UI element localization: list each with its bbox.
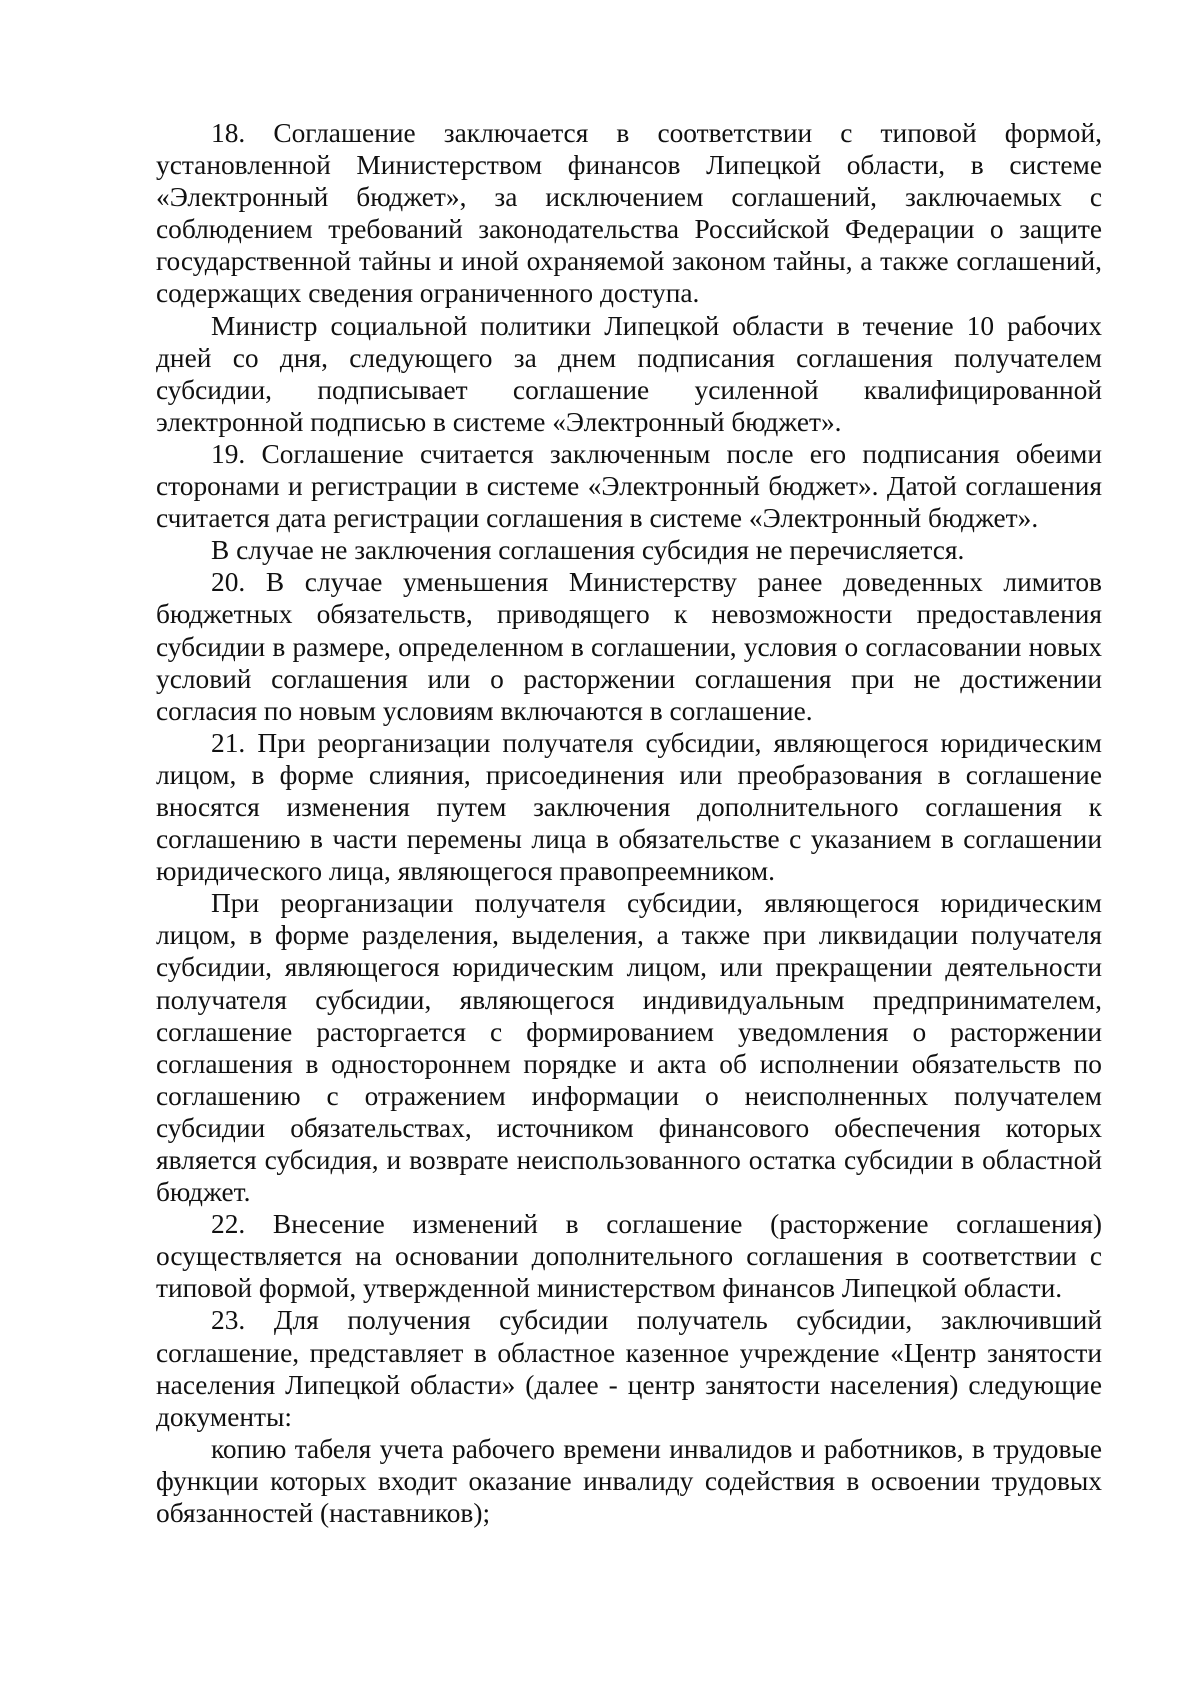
paragraph-23: 23. Для получения субсидии получатель субсидии, заключивший соглашение, представляет в областное казенное учреждение «Центр занятости населения Липецкой области» (далее - центр занятости населения) следующие документы: bbox=[156, 1305, 1102, 1432]
paragraph-20: 20. В случае уменьшения Министерству ранее доведенных лимитов бюджетных обязательств, приводящего к невозможности предоставления субсидии в размере, определенном в соглашении, условия о согласовании новых условий соглашения или о расторжении соглашения при не достижении согласия по новым условиям включаются в соглашение. bbox=[156, 567, 1102, 726]
paragraph-22: 22. Внесение изменений в соглашение (расторжение соглашения) осуществляется на основании дополнительного соглашения в соответствии с типовой формой, утвержденной министерством финансов Липецкой области. bbox=[156, 1209, 1102, 1304]
paragraph-reorganization: При реорганизации получателя субсидии, являющегося юридическим лицом, в форме разделения, выделения, а также при ликвидации получателя субсидии, являющегося юридическим лицом, или прекращении деятельности получателя субсидии, являющегося индивидуальным предпринимателем, соглашение расторгается с формированием уведомления о расторжении соглашения в одностороннем порядке и акта об исполнении обязательств по соглашению с отражением информации о неисполненных получателем субсидии обязательствах, источником финансового обеспечения которых является субсидия, и возврате неиспользованного остатка субсидии в областной бюджет. bbox=[156, 888, 1102, 1208]
paragraph-21: 21. При реорганизации получателя субсидии, являющегося юридическим лицом, в форме слияния, присоединения или преобразования в соглашение вносятся изменения путем заключения дополнительного соглашения к соглашению в части перемены лица в обязательстве с указанием в соглашении юридического лица, являющегося правопреемником. bbox=[156, 727, 1102, 887]
paragraph-no-agreement: В случае не заключения соглашения субсидия не перечисляется. bbox=[211, 535, 965, 566]
paragraph-timesheet-copy: копию табеля учета рабочего времени инвалидов и работников, в трудовые функции которых входит оказание инвалиду содействия в освоении трудовых обязанностей (наставников); bbox=[156, 1433, 1102, 1529]
paragraph-minister-signing: Министр социальной политики Липецкой области в течение 10 рабочих дней со дня, следующего за днем подписания соглашения получателем субсидии, подписывает соглашение усиленной квалифицированной электронной подписью в системе «Электронный бюджет». bbox=[156, 310, 1102, 437]
paragraph-19: 19. Соглашение считается заключенным после его подписания обеими сторонами и регистрации в системе «Электронный бюджет». Датой соглашения считается дата регистрации соглашения в системе «Электронный бюджет». bbox=[156, 438, 1102, 534]
document-body bbox=[156, 117, 1102, 1529]
paragraph-18: 18. Соглашение заключается в соответствии с типовой формой, установленной Министерством финансов Липецкой области, в системе «Электронный бюджет», за исключением соглашений, заключаемых с соблюдением требований законодательства Российской Федерации о защите государственной тайны и иной охраняемой законом тайны, а также соглашений, содержащих сведения ограниченного доступа. bbox=[156, 118, 1102, 309]
